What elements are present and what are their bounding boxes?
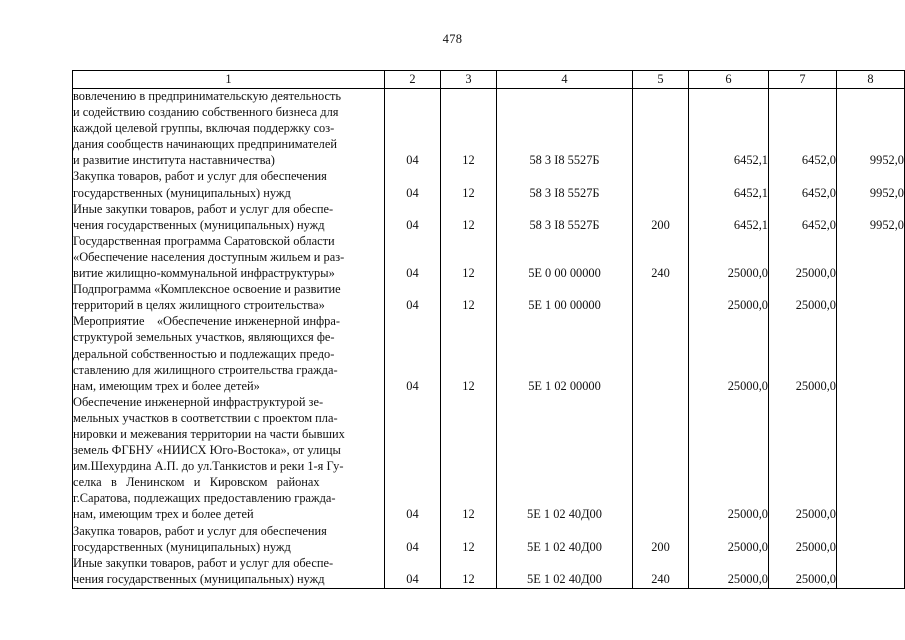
value-line [689,411,768,427]
value-line: 12 [462,298,475,313]
cell-subsection-column [441,89,497,589]
budget-table [72,70,905,589]
value-line [385,475,440,491]
description-line: «Обеспечение населения доступным жильем и раз- [73,249,345,264]
value-line [837,105,904,121]
value-line [689,427,768,443]
value-line [837,379,904,395]
value-line [497,250,632,266]
description-line: каждой целевой группы, включая поддержку соз- [73,121,335,136]
value-line: 9952,0 [869,153,904,168]
description-line: структурой земельных участков, являющихся фе- [73,330,335,345]
value-line: 25000,0 [795,507,836,522]
description-line: территорий в целях жилищного строительства» [73,298,325,313]
value-line [769,234,836,250]
value-line [497,556,632,572]
value-line: 6452,0 [801,153,836,168]
value-line: 25000,0 [795,378,836,393]
value-line [837,459,904,475]
value-line: 12 [462,507,475,522]
cell-target-code-column [497,89,633,589]
table-body-row [73,89,905,589]
value-line [633,169,688,185]
value-line [497,330,632,346]
value-line [497,459,632,475]
value-line [837,298,904,314]
value-line: 240 [651,571,670,586]
value-line [441,524,496,540]
value-line [441,427,496,443]
value-line [633,507,688,523]
value-line [497,121,632,137]
value-line [441,347,496,363]
value-line [633,330,688,346]
col-header-6: 6 [689,71,769,89]
col-header-4: 4 [497,71,633,89]
value-line [633,298,688,314]
value-line: 9952,0 [869,185,904,200]
value-line [769,556,836,572]
value-line [497,202,632,218]
value-line [837,314,904,330]
value-line: 04 [406,507,419,522]
description-line: Закупка товаров, работ и услуг для обеспечения [73,169,327,184]
value-line [769,411,836,427]
value-line [769,395,836,411]
value-line [441,363,496,379]
value-line: 5Е 1 02 40Д00 [527,539,602,554]
value-line: 6452,1 [733,153,768,168]
value-line [769,137,836,153]
value-line [769,427,836,443]
value-line [769,89,836,105]
value-line [633,395,688,411]
value-line: 04 [406,539,419,554]
value-line [689,137,768,153]
value-line [689,105,768,121]
value-line [497,234,632,250]
value-line [837,475,904,491]
value-line [441,556,496,572]
value-line [497,524,632,540]
value-line [689,89,768,105]
value-line [633,282,688,298]
value-line [497,491,632,507]
value-line [497,105,632,121]
value-line [441,491,496,507]
value-line: 6452,0 [801,185,836,200]
value-line [497,282,632,298]
value-line [769,121,836,137]
value-line [837,572,904,588]
value-line: 04 [406,153,419,168]
value-line [689,282,768,298]
value-line [769,250,836,266]
value-line [633,475,688,491]
value-line [633,105,688,121]
value-line: 58 3 I8 5527Б [529,153,600,168]
page-number: 478 [442,32,463,46]
value-line [441,395,496,411]
value-line [441,475,496,491]
value-line [837,491,904,507]
value-line [441,234,496,250]
value-line [769,347,836,363]
value-line: 25000,0 [727,507,768,522]
value-line [689,347,768,363]
value-line [633,186,688,202]
description-line: им.Шехурдина А.П. до ул.Танкистов и реки 1-я Гу- [73,459,344,474]
value-line: 25000,0 [795,266,836,281]
value-line [633,556,688,572]
value-line [441,137,496,153]
value-line [633,202,688,218]
value-line [633,137,688,153]
value-line [385,411,440,427]
value-line [633,347,688,363]
value-line [633,459,688,475]
value-line [497,314,632,330]
value-line [837,411,904,427]
value-line [689,169,768,185]
value-line [837,507,904,523]
value-line [689,475,768,491]
description-line: земель ФГБНУ «НИИСХ Юго-Востока», от улицы [73,443,341,458]
description-line: Государственная программа Саратовской области [73,233,335,248]
col-header-7: 7 [769,71,837,89]
description-line: чения государственных (муниципальных) нужд [73,571,325,586]
value-line [837,89,904,105]
value-line: 6452,0 [801,217,836,232]
col-header-2: 2 [385,71,441,89]
value-line [385,427,440,443]
cell-description-column [73,89,385,589]
value-line [837,443,904,459]
value-line: 6452,1 [733,217,768,232]
value-line [689,491,768,507]
value-line: 12 [462,185,475,200]
value-line [385,363,440,379]
value-line [769,459,836,475]
description-line: нам, имеющим трех и более детей [73,507,254,522]
value-line [689,524,768,540]
value-line: 12 [462,539,475,554]
value-line [441,121,496,137]
value-line [769,363,836,379]
value-line: 25000,0 [795,539,836,554]
value-line [633,427,688,443]
cell-section-column [385,89,441,589]
value-line: 25000,0 [727,266,768,281]
cell-expense-type-column [633,89,689,589]
value-line: 12 [462,571,475,586]
value-line: 04 [406,571,419,586]
value-line: 5Е 1 02 40Д00 [527,571,602,586]
value-line [633,314,688,330]
value-line [385,395,440,411]
description-line: деральной собственностью и подлежащих предо- [73,346,335,361]
value-line [837,137,904,153]
value-line: 12 [462,153,475,168]
value-line [441,443,496,459]
budget-table-wrapper [72,70,904,589]
value-line [769,314,836,330]
description-line: нировки и межевания территории на части бывших [73,426,345,441]
col-header-1: 1 [73,71,385,89]
value-line [837,234,904,250]
value-line [769,491,836,507]
value-line [497,347,632,363]
value-line [385,105,440,121]
value-line [385,234,440,250]
value-line [633,153,688,169]
description-line: вовлечению в предпринимательскую деятельность [73,89,342,103]
value-line [497,475,632,491]
value-line [441,250,496,266]
value-line: 5Е 0 00 00000 [528,266,601,281]
value-line: 12 [462,217,475,232]
value-line [837,395,904,411]
col-header-3: 3 [441,71,497,89]
value-line: 5Е 1 02 00000 [528,378,601,393]
value-line [633,379,688,395]
value-line: 04 [406,217,419,232]
value-line [633,89,688,105]
value-line [689,330,768,346]
description-line: ставлению для жилищного строительства гражда- [73,362,338,377]
value-line [385,556,440,572]
value-line: 25000,0 [795,298,836,313]
description-line: Иные закупки товаров, работ и услуг для обеспе- [73,555,334,570]
value-line [385,137,440,153]
value-line [837,250,904,266]
value-line: 25000,0 [727,571,768,586]
value-line [769,169,836,185]
value-line [689,314,768,330]
col-header-8: 8 [837,71,905,89]
value-line [633,524,688,540]
value-line: 12 [462,266,475,281]
value-line [385,121,440,137]
value-line: 25000,0 [795,571,836,586]
value-line [633,411,688,427]
value-line: 200 [651,217,670,232]
value-line: 58 3 I8 5527Б [529,217,600,232]
value-line [837,540,904,556]
value-line [441,105,496,121]
value-line [385,202,440,218]
value-line [385,491,440,507]
value-line [385,314,440,330]
value-line [385,250,440,266]
value-line [633,234,688,250]
col-header-5: 5 [633,71,689,89]
value-line [769,202,836,218]
value-line [837,169,904,185]
value-line [441,411,496,427]
value-line: 200 [651,539,670,554]
value-line [385,330,440,346]
value-line [497,363,632,379]
value-line [689,395,768,411]
value-line [769,475,836,491]
value-line [633,491,688,507]
value-line [769,105,836,121]
value-line: 04 [406,298,419,313]
description-line: государственных (муниципальных) нужд [73,539,291,554]
value-line [497,169,632,185]
description-line: Закупка товаров, работ и услуг для обеспечения [73,523,327,538]
value-line [837,363,904,379]
value-line [837,347,904,363]
description-line: дания сообществ начинающих предпринимателей [73,137,337,152]
value-line [837,427,904,443]
description-line: и развитие института наставничества) [73,153,275,168]
value-line [689,234,768,250]
value-line: 25000,0 [727,378,768,393]
value-line [837,202,904,218]
value-line [497,137,632,153]
value-line [769,443,836,459]
value-line: 04 [406,378,419,393]
value-line: 58 3 I8 5527Б [529,185,600,200]
value-line: 25000,0 [727,539,768,554]
value-line: 6452,1 [733,185,768,200]
value-line: 5Е 1 00 00000 [528,298,601,313]
value-line [497,395,632,411]
value-line [689,202,768,218]
description-line: Мероприятие «Обеспечение инженерной инфра- [73,314,340,329]
value-line [633,443,688,459]
value-line [385,524,440,540]
description-line: и содействию созданию собственного бизнеса для [73,105,339,120]
value-line [385,89,440,105]
description-line: витие жилищно-коммунальной инфраструктуры» [73,266,335,281]
description-line: Иные закупки товаров, работ и услуг для обеспе- [73,201,334,216]
value-line [385,282,440,298]
cell-amount-year2-column [769,89,837,589]
value-line [441,330,496,346]
value-line [837,266,904,282]
description-line: Обеспечение инженерной инфраструктурой зе- [73,394,324,409]
value-line [689,363,768,379]
value-line [497,89,632,105]
value-line [385,459,440,475]
value-line [837,121,904,137]
description-line: селка в Ленинском и Кировском районах [73,475,320,490]
value-line [837,524,904,540]
description-line: Подпрограмма «Комплексное освоение и развитие [73,282,341,297]
table-header-row [73,71,905,89]
value-line [689,250,768,266]
value-line [689,459,768,475]
value-line [837,330,904,346]
description-line: мельных участков в соответствии с проектом пла- [73,410,338,425]
value-line [385,443,440,459]
value-line [441,202,496,218]
value-line [769,524,836,540]
value-line [769,330,836,346]
value-line [689,121,768,137]
value-line [441,314,496,330]
value-line [769,282,836,298]
value-line [633,363,688,379]
value-line [837,282,904,298]
value-line [633,250,688,266]
description-line: г.Саратова, подлежащих предоставлению гражда- [73,491,336,506]
value-line [441,282,496,298]
value-line: 04 [406,185,419,200]
value-line [385,169,440,185]
cell-amount-year1-column [689,89,769,589]
description-line: нам, имеющим трех и более детей» [73,378,260,393]
description-line: государственных (муниципальных) нужд [73,185,291,200]
value-line: 9952,0 [869,217,904,232]
value-line [689,556,768,572]
value-line [837,556,904,572]
value-line [633,121,688,137]
value-line [441,459,496,475]
value-line [441,89,496,105]
value-line [497,411,632,427]
value-line [385,347,440,363]
value-line: 04 [406,266,419,281]
cell-amount-year3-column [837,89,905,589]
value-line [689,443,768,459]
value-line [441,169,496,185]
value-line: 240 [651,266,670,281]
description-line: чения государственных (муниципальных) нужд [73,217,325,232]
value-line [497,443,632,459]
value-line: 12 [462,378,475,393]
value-line: 25000,0 [727,298,768,313]
value-line: 5Е 1 02 40Д00 [527,507,602,522]
value-line [497,427,632,443]
